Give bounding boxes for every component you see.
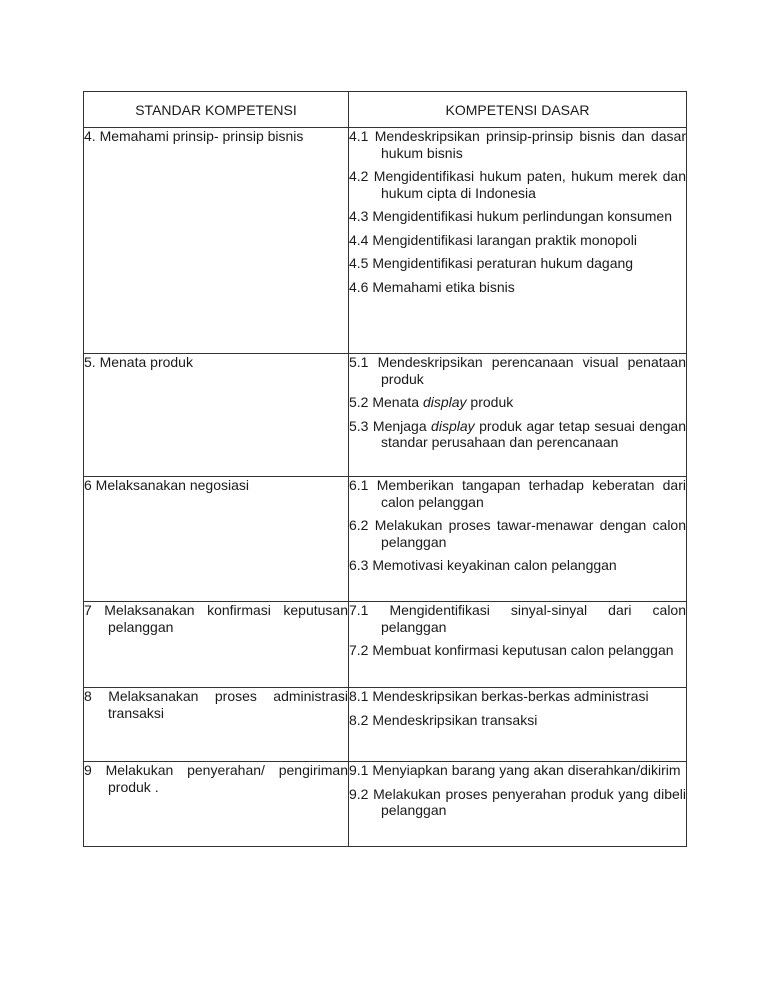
- standar-cell: [84, 762, 349, 847]
- kompetensi-cell: [349, 688, 687, 762]
- kompetensi-item: 8.1 Mendeskripsikan berkas-berkas administrasi: [349, 688, 649, 704]
- standar-text: 6 Melaksanakan negosiasi: [84, 477, 249, 493]
- kompetensi-cell: [349, 477, 687, 602]
- kompetensi-item: 6.3 Memotivasi keyakinan calon pelanggan: [349, 557, 617, 573]
- standar-cell: [84, 477, 349, 602]
- standar-cell: [84, 354, 349, 477]
- standar-text: 5. Menata produk: [84, 354, 193, 370]
- kompetensi-item: 6.1 Memberikan tangapan terhadap keberatan dari calon pelanggan: [349, 477, 686, 510]
- table-row: [84, 762, 687, 847]
- standar-text: 4. Memahami prinsip- prinsip bisnis: [84, 128, 304, 144]
- kompetensi-item: 5.3 Menjaga display produk agar tetap sesuai dengan standar perusahaan dan perencanaan: [349, 417, 686, 450]
- kompetensi-item: 4.6 Memahami etika bisnis: [349, 278, 515, 295]
- kompetensi-item: 7.1 Mengidentifikasi sinyal-sinyal dari calon pelanggan: [349, 602, 686, 635]
- table-header-row: [84, 92, 687, 128]
- kompetensi-item: 6.2 Melakukan proses tawar-menawar dengan calon pelanggan: [349, 517, 686, 550]
- kompetensi-item: 4.2 Mengidentifikasi hukum paten, hukum merek dan hukum cipta di Indonesia: [349, 168, 686, 201]
- header-kompetensi-dasar: KOMPETENSI DASAR: [349, 92, 687, 128]
- kompetensi-cell: [349, 354, 687, 477]
- kompetensi-item: 5.1 Mendeskripsikan perencanaan visual penataan produk: [349, 354, 686, 387]
- standar-text: 7 Melaksanakan konfirmasi keputusan pelanggan: [84, 602, 348, 635]
- table-row: [84, 688, 687, 762]
- kompetensi-item: 4.1 Mendeskripsikan prinsip-prinsip bisnis dan dasar hukum bisnis: [349, 128, 686, 161]
- standar-cell: [84, 688, 349, 762]
- kompetensi-cell: [349, 762, 687, 847]
- standar-text: 8 Melaksanakan proses administrasi transaksi: [84, 688, 348, 721]
- kompetensi-item: 4.3 Mengidentifikasi hukum perlindungan konsumen: [349, 208, 672, 224]
- kompetensi-item: 4.4 Mengidentifikasi larangan praktik monopoli: [349, 231, 637, 248]
- header-standar-kompetensi: STANDAR KOMPETENSI: [84, 92, 349, 128]
- kompetensi-cell: [349, 128, 687, 354]
- kompetensi-item: 9.1 Menyiapkan barang yang akan diserahkan/dikirim: [349, 762, 681, 778]
- standar-text: 9 Melakukan penyerahan/ pengiriman produk .: [84, 762, 348, 795]
- kompetensi-item: 5.2 Menata display produk: [349, 394, 514, 410]
- standar-cell: [84, 602, 349, 688]
- competency-table: [83, 91, 687, 847]
- kompetensi-item: 7.2 Membuat konfirmasi keputusan calon pelanggan: [349, 642, 674, 658]
- table-row: [84, 128, 687, 354]
- kompetensi-item: 9.2 Melakukan proses penyerahan produk yang dibeli pelanggan: [349, 785, 686, 818]
- kompetensi-cell: [349, 602, 687, 688]
- kompetensi-item: 4.5 Mengidentifikasi peraturan hukum dagang: [349, 255, 634, 271]
- table-row: [84, 354, 687, 477]
- table-row: [84, 477, 687, 602]
- standar-cell: [84, 128, 349, 354]
- kompetensi-item: 8.2 Mendeskripsikan transaksi: [349, 711, 538, 728]
- table-row: [84, 602, 687, 688]
